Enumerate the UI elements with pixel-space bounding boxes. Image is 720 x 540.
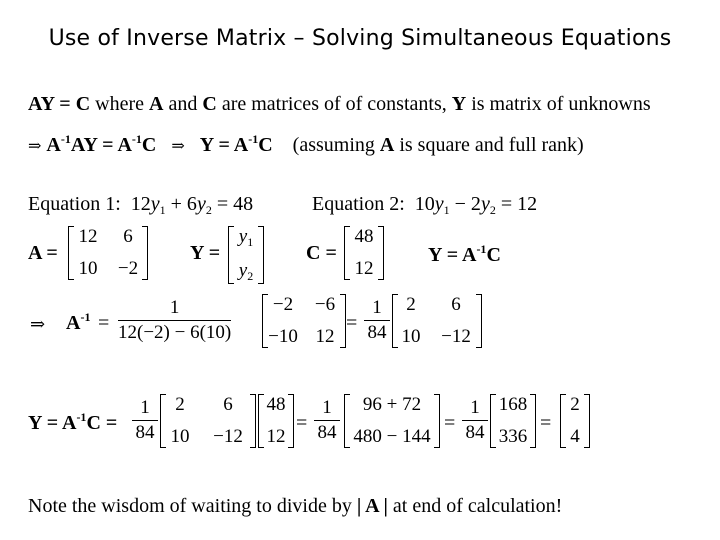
matrix-a <box>68 226 148 280</box>
word-and: and <box>168 93 198 115</box>
eq2-op: − 2 <box>454 193 481 215</box>
matrix-y <box>228 226 264 284</box>
solution-fraction-3 <box>462 396 488 445</box>
matrix-c-label: C = <box>306 242 337 264</box>
eq1-var1: y <box>150 193 160 215</box>
inverse-fraction-2 <box>364 296 390 345</box>
equation-1-line <box>28 192 253 222</box>
matrix-cell: 10 <box>170 426 190 447</box>
matrix-cell: 2 <box>570 394 580 415</box>
implies-arrow-2: ⇒ <box>171 136 185 155</box>
matrix-cell: 12 <box>266 426 286 447</box>
matrix-cell: −2 <box>117 258 139 279</box>
symbol-y: Y <box>451 93 467 115</box>
matrix-cell: −12 <box>213 426 243 447</box>
lhs-ay: AY = A <box>70 134 132 156</box>
fraction-numerator: 1 <box>169 297 180 318</box>
matrix-cell: 480 − 144 <box>353 426 431 447</box>
implies-arrow-3: ⇒ <box>30 314 46 335</box>
footnote <box>28 494 562 518</box>
eq2-rhs: = 12 <box>500 193 538 215</box>
fraction-denominator: 84 <box>367 322 387 343</box>
matrix-cell: 2 <box>175 394 185 415</box>
matrix-cell: 6 <box>223 394 233 415</box>
matrix-cell: 6 <box>123 226 133 247</box>
equation-1-label: Equation 1: <box>28 193 121 215</box>
solution-equals-3: = <box>540 412 552 434</box>
page-title: Use of Inverse Matrix – Solving Simultaneous Equations <box>48 26 672 51</box>
inverse-label: $A^{-1}$ <box>66 310 91 334</box>
matrix-cell: 10 <box>78 258 98 279</box>
assumption-open: (assuming <box>292 134 375 156</box>
eq1-rhs: = 48 <box>216 193 254 215</box>
inverse-matrix-1 <box>262 294 346 348</box>
answer-vector <box>560 394 590 448</box>
implies-arrow: ⇒ <box>28 136 42 155</box>
fraction-denominator: 84 <box>135 422 155 443</box>
matrix-cell: 4 <box>570 426 580 447</box>
eq1-var2: y <box>196 193 206 215</box>
eq2-sub1: 1 <box>443 203 450 217</box>
matrix-cell: 2 <box>406 294 416 315</box>
sum-vector <box>490 394 536 448</box>
derivation-line: ⇒ $A^{-1}AY = A^{-1}C$ ⇒ $Y = A^{-1}C$ (assuming A is square and full rank) <box>28 132 584 156</box>
matrix-c <box>344 226 384 280</box>
fraction-denominator: 84 <box>317 422 337 443</box>
footnote-text: Note the wisdom of waiting to divide by <box>28 495 352 517</box>
eq2-var1: y <box>434 193 444 215</box>
matrix-cell: 12 <box>78 226 98 247</box>
eq2-var2: y <box>480 193 490 215</box>
word-where: where <box>95 93 145 115</box>
inverse-equals: = <box>98 312 110 334</box>
matrix-cell: 10 <box>401 326 421 347</box>
solution-equals-2: = <box>444 412 456 434</box>
matrix-cell: $y_2$ <box>238 260 254 283</box>
intro-line <box>28 92 651 116</box>
lhs-a: A <box>46 134 61 156</box>
lhs-c: C <box>141 134 157 156</box>
matrix-cell: 12 <box>315 326 335 347</box>
fraction-numerator: 1 <box>470 397 480 418</box>
matrix-cell: 336 <box>498 426 528 447</box>
matrix-y-label: Y = <box>190 242 221 264</box>
solution-matrix <box>160 394 256 448</box>
inverse-equals-2: = <box>346 312 358 334</box>
eq1-sub2: 2 <box>205 203 212 217</box>
symbol-c: C <box>202 93 217 115</box>
matrix-cell: −6 <box>314 294 336 315</box>
matrix-cell: 96 + 72 <box>362 394 422 415</box>
assumption-close: is square and full rank) <box>399 134 584 156</box>
fraction-numerator: 1 <box>322 397 332 418</box>
matrix-cell: 48 <box>266 394 286 415</box>
solution-formula: $Y = A^{-1}C$ <box>428 242 501 266</box>
assumption-a: A <box>379 134 395 156</box>
solution-label: $Y = A^{-1}C$ = <box>28 410 118 434</box>
matrix-cell: 168 <box>498 394 528 415</box>
fraction-numerator: 1 <box>372 297 382 318</box>
rhs-y: Y = A <box>199 134 249 156</box>
equation-2-label: Equation 2: <box>312 193 405 215</box>
matrix-cell: 6 <box>451 294 461 315</box>
product-vector <box>344 394 440 448</box>
eq2-coef1: 10 <box>414 193 435 215</box>
matrix-cell: −12 <box>441 326 471 347</box>
solution-equals-1: = <box>296 412 308 434</box>
equation-2-line <box>312 192 537 222</box>
unknowns-text: is matrix of unknowns <box>471 93 651 115</box>
eq1-coef1: 12 <box>130 193 151 215</box>
rhs-c: C <box>258 134 273 156</box>
matrix-cell: −2 <box>272 294 294 315</box>
inverse-matrix-2 <box>392 294 482 348</box>
solution-fraction <box>132 396 158 445</box>
matrix-cell: $y_1$ <box>238 226 254 249</box>
inverse-fraction <box>118 296 231 345</box>
matrix-a-label: A = <box>28 242 58 264</box>
footnote-text-end: at end of calculation! <box>392 495 563 517</box>
determinant-symbol: | A | <box>356 495 388 517</box>
fraction-denominator: 12(−2) − 6(10) <box>118 322 232 343</box>
constants-text: are matrices of of constants, <box>221 93 447 115</box>
matrix-cell: 12 <box>354 258 374 279</box>
equation-ay-c: AY = C <box>28 93 91 115</box>
eq1-op: + 6 <box>170 193 197 215</box>
symbol-a: A <box>149 93 164 115</box>
solution-fraction-2 <box>314 396 340 445</box>
matrix-cell: 48 <box>354 226 374 247</box>
constant-vector <box>258 394 294 448</box>
fraction-numerator: 1 <box>140 397 150 418</box>
fraction-denominator: 84 <box>465 422 485 443</box>
matrix-cell: −10 <box>268 326 298 347</box>
eq1-sub1: 1 <box>159 203 166 217</box>
eq2-sub2: 2 <box>489 203 496 217</box>
